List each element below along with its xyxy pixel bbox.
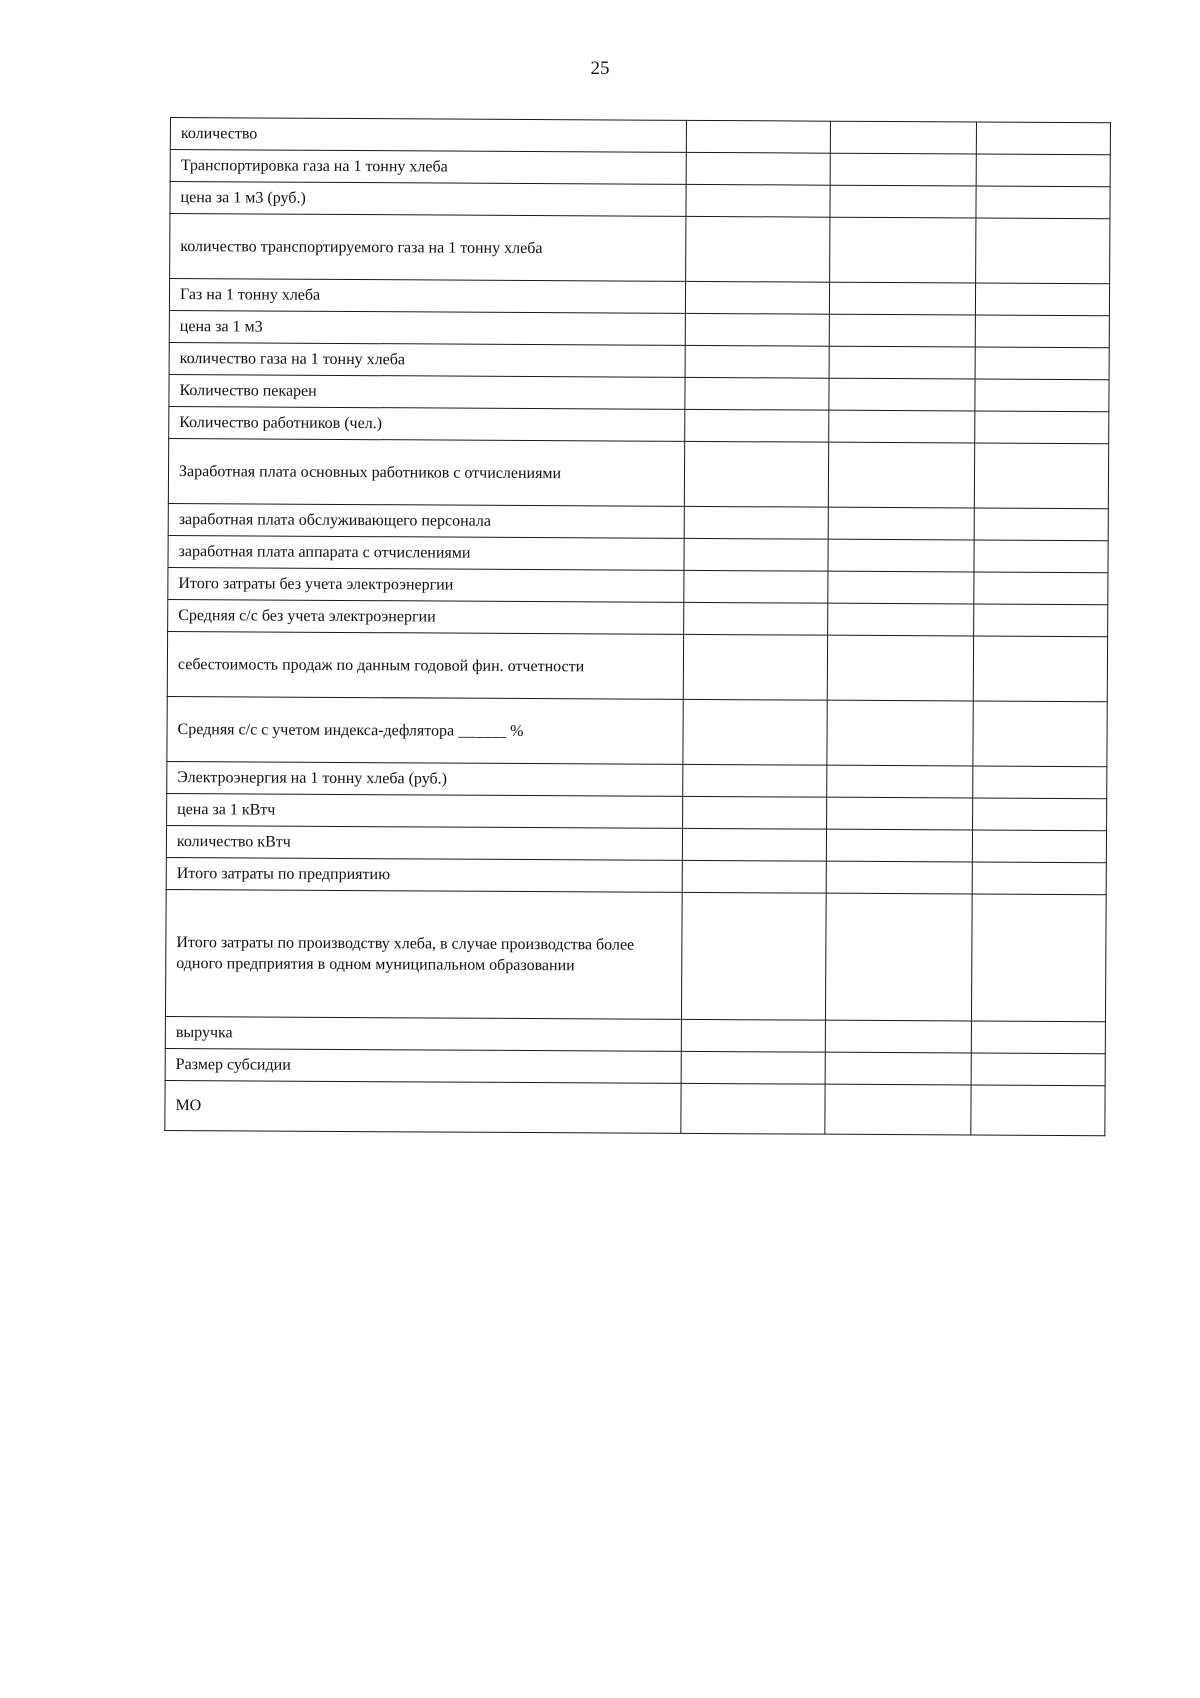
value-cell[interactable] [685,377,829,410]
value-cell[interactable] [681,1051,825,1084]
value-cell[interactable] [830,185,976,218]
value-cell[interactable] [682,860,826,893]
value-cell[interactable] [829,282,975,315]
value-cell[interactable] [971,1085,1105,1136]
value-cell[interactable] [975,379,1109,412]
table-row [169,406,1109,443]
value-cell[interactable] [975,411,1109,444]
row-label: Размер субсидии [165,1048,681,1083]
value-cell[interactable] [683,634,827,700]
value-cell[interactable] [825,1020,971,1053]
value-cell[interactable] [828,571,974,604]
value-cell[interactable] [827,797,973,830]
value-cell[interactable] [829,410,975,443]
row-label: количество газа на 1 тонну хлеба [169,342,685,377]
table-row [166,857,1106,894]
value-cell[interactable] [681,892,826,1020]
value-cell[interactable] [683,764,827,797]
value-cell[interactable] [971,1053,1105,1086]
value-cell[interactable] [684,441,828,507]
table-row [170,182,1110,219]
value-cell[interactable] [975,283,1109,316]
value-cell[interactable] [685,345,829,378]
row-label: Транспортировка газа на 1 тонну хлеба [170,150,686,185]
value-cell[interactable] [681,1019,825,1052]
value-cell[interactable] [975,315,1109,348]
value-cell[interactable] [683,796,827,829]
value-cell[interactable] [830,153,976,186]
value-cell[interactable] [683,699,827,765]
table-row [168,599,1108,636]
value-cell[interactable] [686,184,830,217]
value-cell[interactable] [684,506,828,539]
value-cell[interactable] [826,861,972,894]
value-cell[interactable] [974,572,1108,605]
table-row [169,279,1109,316]
value-cell[interactable] [685,313,829,346]
row-label: Заработная плата основных работников с отчислениями [168,438,684,506]
row-label: Количество работников (чел.) [169,406,685,441]
cost-calculation-table [164,117,1111,1136]
value-cell[interactable] [830,121,976,154]
value-cell[interactable] [971,1021,1105,1054]
value-cell[interactable] [974,443,1108,509]
row-label: Итого затраты по предприятию [166,857,682,892]
value-cell[interactable] [828,442,974,508]
value-cell[interactable] [974,604,1108,637]
value-cell[interactable] [974,508,1108,541]
value-cell[interactable] [976,186,1110,219]
value-cell[interactable] [684,570,828,603]
table-row [169,310,1109,347]
row-label: себестоимость продаж по данным годовой фин. отчетности [167,631,683,699]
value-cell[interactable] [685,281,829,314]
row-label: МО [165,1080,681,1133]
page-number: 25 [590,58,610,79]
value-cell[interactable] [686,216,830,282]
table-row [170,150,1110,187]
value-cell[interactable] [682,828,826,861]
value-cell[interactable] [828,539,974,572]
table-row [166,825,1106,862]
row-label: количество [170,118,686,153]
value-cell[interactable] [825,1052,971,1085]
table-row [168,503,1108,540]
table-row [165,1080,1105,1135]
table-row [165,1048,1105,1085]
row-label: заработная плата обслуживающего персонала [168,503,684,538]
value-cell[interactable] [825,893,972,1021]
value-cell[interactable] [686,152,830,185]
table-row [170,214,1110,284]
value-cell[interactable] [826,829,972,862]
value-cell[interactable] [973,766,1107,799]
value-cell[interactable] [972,830,1106,863]
value-cell[interactable] [972,862,1106,895]
value-cell[interactable] [825,1084,971,1135]
row-label-cell [165,889,682,1019]
value-cell[interactable] [685,409,829,442]
row-label: Итого затраты по производству хлеба, в случае производства более одного предприятия в одном муниципальном образовании [176,934,635,975]
value-cell[interactable] [828,603,974,636]
row-label: выручка [165,1016,681,1051]
row-label: Средняя с/с без учета электроэнергии [168,599,684,634]
value-cell[interactable] [827,765,973,798]
table-row [167,761,1107,798]
value-cell[interactable] [829,314,975,347]
row-label: количество кВтч [166,825,682,860]
value-cell[interactable] [830,217,976,283]
row-label: цена за 1 кВтч [167,793,683,828]
value-cell[interactable] [973,636,1107,702]
value-cell[interactable] [829,378,975,411]
table-row [168,438,1108,508]
row-label: цена за 1 м3 (руб.) [170,182,686,217]
value-cell[interactable] [976,122,1110,155]
table-row [167,696,1107,766]
value-cell[interactable] [827,635,973,701]
value-cell[interactable] [827,700,973,766]
row-label: Газ на 1 тонну хлеба [169,279,685,314]
table-row [168,535,1108,572]
table-row [167,631,1107,701]
value-cell[interactable] [974,540,1108,573]
row-label: Количество пекарен [169,374,685,409]
value-cell[interactable] [973,798,1107,831]
table-row [169,342,1109,379]
value-cell[interactable] [686,120,830,153]
table-row [169,374,1109,411]
value-cell[interactable] [976,218,1110,284]
value-cell[interactable] [681,1083,825,1134]
value-cell[interactable] [829,346,975,379]
row-label: цена за 1 м3 [169,310,685,345]
row-label: Электроэнергия на 1 тонну хлеба (руб.) [167,761,683,796]
table-row [165,1016,1105,1053]
value-cell[interactable] [828,507,974,540]
value-cell[interactable] [971,894,1106,1022]
table-row [170,118,1110,155]
value-cell[interactable] [684,602,828,635]
row-label: количество транспортируемого газа на 1 тонну хлеба [170,214,686,282]
value-cell[interactable] [973,701,1107,767]
row-label: Итого затраты без учета электроэнергии [168,567,684,602]
table-row [165,889,1106,1021]
row-label: Средняя с/с с учетом индекса-дефлятора ______ % [167,696,683,764]
row-label: заработная плата аппарата с отчислениями [168,535,684,570]
value-cell[interactable] [684,538,828,571]
table-row [167,793,1107,830]
value-cell[interactable] [975,347,1109,380]
table-row [168,567,1108,604]
value-cell[interactable] [976,154,1110,187]
